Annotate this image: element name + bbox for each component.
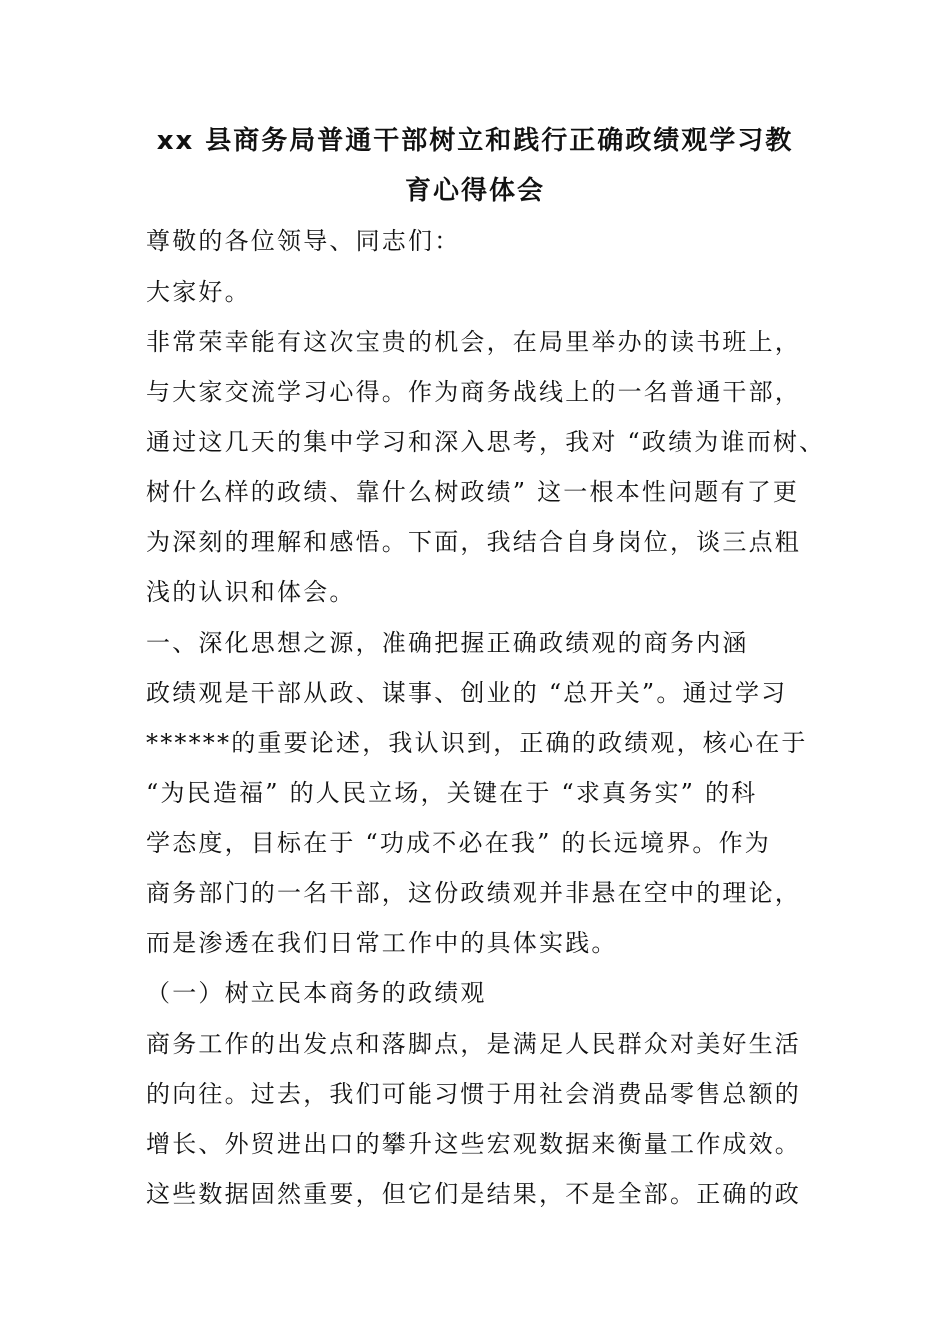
body-line: 政绩观是干部从政、谋事、创业的 “总开关”。通过学习 — [146, 679, 788, 707]
body-line: 商务工作的出发点和落脚点，是满足人民群众对美好生活 — [146, 1030, 801, 1058]
section-heading: 一、深化思想之源，准确把握正确政绩观的商务内涵 — [146, 629, 749, 657]
body-line: 为深刻的理解和感悟。下面，我结合自身岗位，谈三点粗 — [146, 528, 801, 556]
body-line: 而是渗透在我们日常工作中的具体实践。 — [146, 929, 618, 957]
body-line: ******的重要论述，我认识到，正确的政绩观，核心在于 — [146, 729, 808, 757]
body-line: 通过这几天的集中学习和深入思考，我对 “政绩为谁而树、 — [146, 428, 826, 456]
document-title-line-2: 育心得体会 — [404, 176, 545, 206]
body-line: 与大家交流学习心得。作为商务战线上的一名普通干部， — [146, 378, 801, 406]
body-line: 的向往。过去，我们可能习惯于用社会消费品零售总额的 — [146, 1080, 801, 1108]
body-line: 商务部门的一名干部，这份政绩观并非悬在空中的理论， — [146, 879, 801, 907]
body-line: 这些数据固然重要，但它们是结果，不是全部。正确的政 — [146, 1180, 801, 1208]
document-title-line-1: xx 县商务局普通干部树立和践行正确政绩观学习教 — [156, 126, 794, 156]
body-line: “为民造福” 的人民立场，关键在于 “求真务实” 的科 — [146, 779, 758, 807]
body-line: 树什么样的政绩、靠什么树政绩” 这一根本性问题有了更 — [146, 478, 800, 506]
body-line: 浅的认识和体会。 — [146, 578, 356, 606]
body-line: 非常荣幸能有这次宝贵的机会，在局里举办的读书班上， — [146, 328, 801, 356]
subsection-heading: （一）树立民本商务的政绩观 — [146, 979, 487, 1007]
body-line: 学态度，目标在于 “功成不必在我” 的长远境界。作为 — [146, 829, 771, 857]
body-line: 增长、外贸进出口的攀升这些宏观数据来衡量工作成效。 — [146, 1130, 801, 1158]
salutation: 尊敬的各位领导、同志们： — [146, 227, 461, 255]
greeting: 大家好。 — [146, 278, 251, 306]
